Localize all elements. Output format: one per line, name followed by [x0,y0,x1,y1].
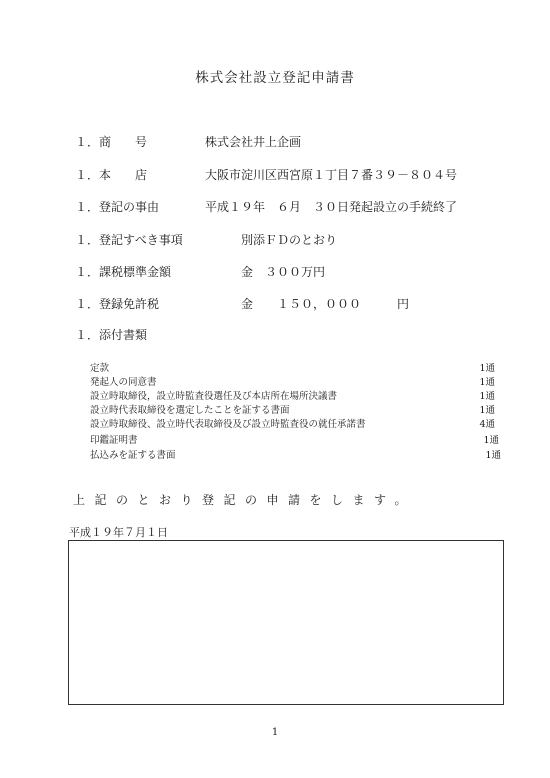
item-value: 金 １５０，０００ 円 [241,297,410,311]
application-date: 平成１９年７月１日 [69,526,168,539]
attachment-name: 定款 [90,363,110,374]
attachment-count: 1通 [479,391,495,402]
attachment-row [90,402,495,416]
attachment-count: 1通 [485,450,501,461]
attachment-count: 4通 [479,419,495,430]
item-label: １．商 号 [75,135,148,149]
attachment-name: 設立時取締役，設立時監査役選任及び本店所在場所決議書 [90,391,338,402]
item-label: １．添付書類 [75,328,148,342]
attachment-row [90,447,501,461]
application-statement: 上記のとおり登記の申請をします。 [73,493,417,507]
attachment-count: 1通 [479,405,495,416]
page-title: 株式会社設立登記申請書 [195,70,355,86]
item-value: 平成１９年 ６月 ３０日発起設立の手続終了 [205,200,458,214]
item-label: １．登記の事由 [75,200,160,214]
attachment-name: 印鑑証明書 [90,435,138,446]
item-value: 別添ＦＤのとおり [241,233,338,247]
attachment-count: 1通 [479,377,495,388]
attachment-name: 設立時代表取締役を選定したことを証する書面 [90,405,290,416]
attachment-name: 払込みを証する書面 [90,450,176,461]
item-label: １．登録免許税 [75,297,160,311]
item-value: 大阪市淀川区西宮原１丁目７番３９－８０４号 [205,168,458,182]
item-label: １．本 店 [75,168,148,182]
item-value: 金 ３００万円 [241,265,326,279]
item-label: １．登記すべき事項 [75,233,183,247]
attachment-count: 1通 [483,435,499,446]
item-label: １．課税標準金額 [75,265,172,279]
page-number: 1 [271,727,279,738]
stamp-box [68,540,504,705]
attachment-name: 設立時取締役、設立時代表取締役及び設立時監査役の就任承諾書 [90,419,366,430]
attachment-row [90,416,495,430]
attachment-row [90,432,499,446]
attachment-row [90,360,495,374]
attachment-count: 1通 [479,363,495,374]
attachment-name: 発起人の同意書 [90,377,157,388]
attachment-row [90,374,495,388]
attachment-row [90,388,495,402]
item-value: 株式会社井上企画 [205,135,302,149]
